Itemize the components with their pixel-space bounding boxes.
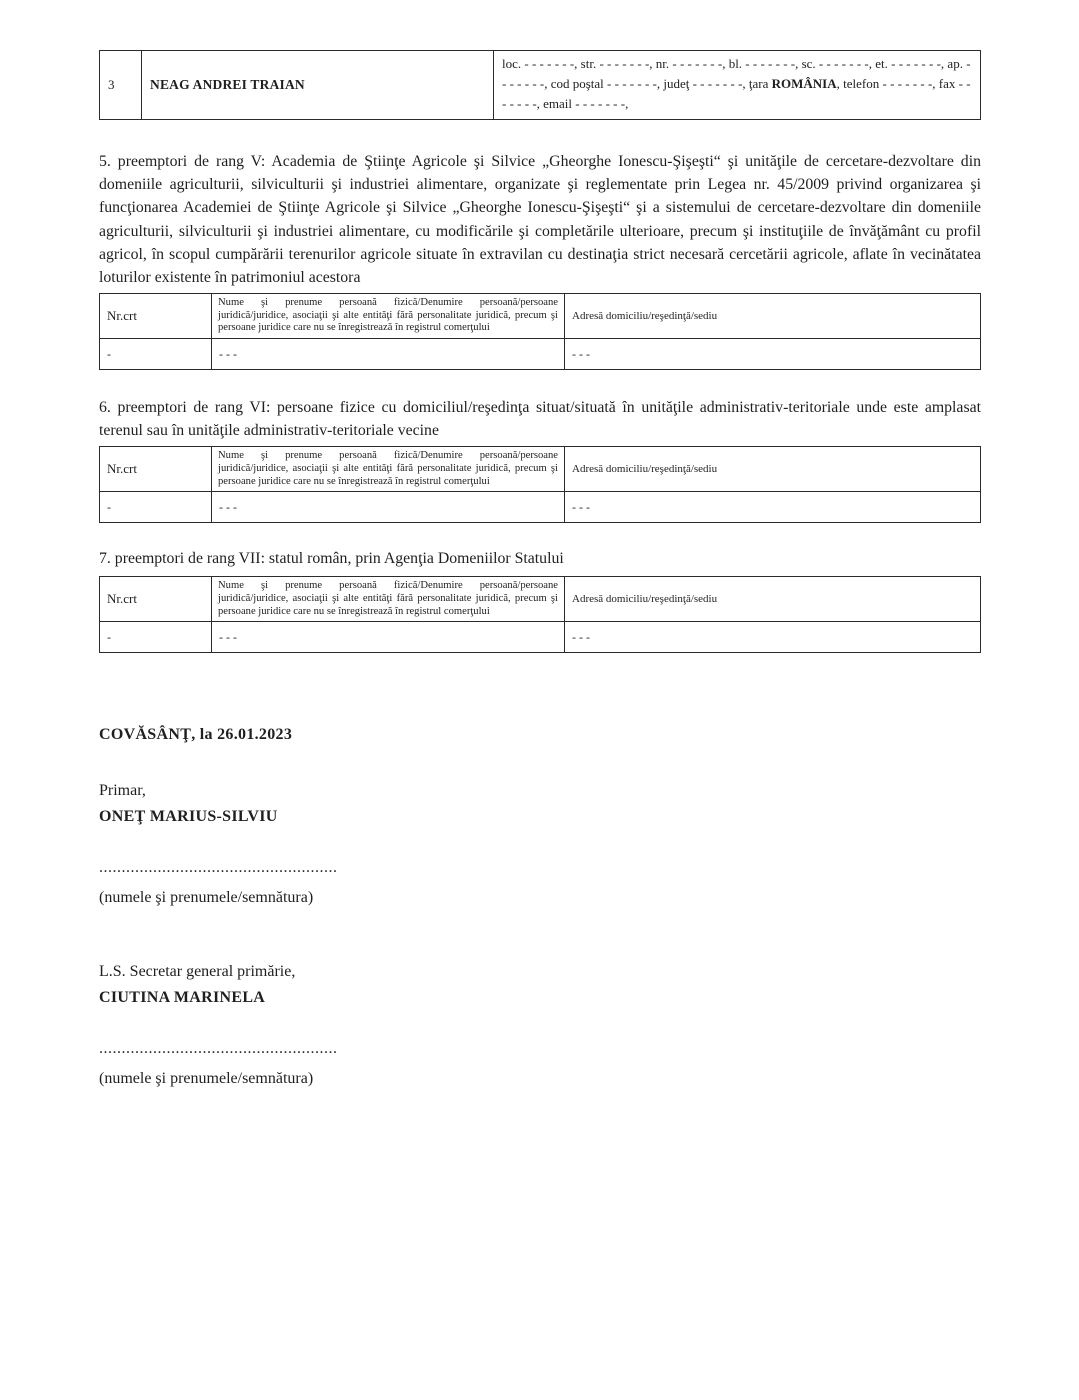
nr-value-cell: - xyxy=(100,622,212,653)
mayor-signature-line: ..................................................... xyxy=(99,859,338,877)
section7-paragraph: 7. preemptori de rang VII: statul român, prin Agenţia Domeniilor Statului xyxy=(99,550,564,568)
nr-value-cell: - xyxy=(100,339,212,370)
section6-paragraph: 6. preemptori de rang VI: persoane fizice cu domiciliul/reşedinţa situat/situată în unităţile administrativ-teritoriale unde este amplasat terenul sau în unităţile administrativ-teritoriale vecine xyxy=(99,399,981,440)
secretary-role-label: L.S. Secretar general primărie, xyxy=(99,963,296,981)
header-name-cell: Nume şi prenume persoană fizică/Denumire persoană/persoane juridică/juridice, asociaţii şi alte entităţi fără personalitate juridică, precum şi persoane juridice care nu se înregistrează în registrul comerţului xyxy=(212,294,565,339)
secretary-name: CIUTINA MARINELA xyxy=(99,989,266,1007)
nr-value-cell: - xyxy=(100,492,212,523)
header-address-cell: Adresă domiciliu/reşedinţă/sediu xyxy=(565,294,981,339)
secretary-signature-hint: (numele şi prenumele/semnătura) xyxy=(99,1070,314,1088)
address-text: loc. - - - - - - -, str. - - - - - - -, nr. - - - - - - -, bl. - - - - - - -, sc. - - - - - - -, et. - - - - - - -, ap. - - - - - - -, cod poştal - - - - - - -, judeţ - - - - - - -, ţara xyxy=(502,56,971,91)
place-and-date: COVĂSÂNŢ, la 26.01.2023 xyxy=(99,726,293,744)
header-nr-cell: Nr.crt xyxy=(100,294,212,339)
row-number-cell: 3 xyxy=(100,51,142,120)
table-header-row xyxy=(100,447,981,492)
table-header-row xyxy=(100,577,981,622)
header-address-cell: Adresă domiciliu/reşedinţă/sediu xyxy=(565,577,981,622)
preemptor-continuation-table xyxy=(99,50,981,120)
table-header-row xyxy=(100,294,981,339)
header-address-cell: Adresă domiciliu/reşedinţă/sediu xyxy=(565,447,981,492)
section5-table xyxy=(99,293,981,370)
mayor-name: ONEŢ MARIUS-SILVIU xyxy=(99,808,278,826)
table-row xyxy=(100,339,981,370)
header-name-cell: Nume şi prenume persoană fizică/Denumire persoană/persoane juridică/juridice, asociaţii şi alte entităţi fără personalitate juridică, precum şi persoane juridice care nu se înregistrează în registrul comerţului xyxy=(212,447,565,492)
header-nr-cell: Nr.crt xyxy=(100,577,212,622)
section6-table xyxy=(99,446,981,523)
table-row xyxy=(100,51,981,120)
address-value-cell: - - - xyxy=(565,492,981,523)
name-value-cell: - - - xyxy=(212,622,565,653)
address-value-cell: - - - xyxy=(565,339,981,370)
preemptor-address-cell xyxy=(494,51,981,120)
name-value-cell: - - - xyxy=(212,339,565,370)
closing-block xyxy=(99,722,981,1092)
table-row xyxy=(100,622,981,653)
section7-table xyxy=(99,576,981,653)
secretary-signature-line: ..................................................... xyxy=(99,1040,338,1058)
address-value-cell: - - - xyxy=(565,622,981,653)
address-text-suffix: , telefon - - - - - - -, fax - - - - - - -, email - - - - - - -, xyxy=(502,76,971,111)
table-row xyxy=(100,492,981,523)
header-nr-cell: Nr.crt xyxy=(100,447,212,492)
preemptor-name-cell: NEAG ANDREI TRAIAN xyxy=(142,51,494,120)
mayor-signature-hint: (numele şi prenumele/semnătura) xyxy=(99,889,314,907)
header-name-cell: Nume şi prenume persoană fizică/Denumire persoană/persoane juridică/juridice, asociaţii şi alte entităţi fără personalitate juridică, precum şi persoane juridice care nu se înregistrează în registrul comerţului xyxy=(212,577,565,622)
mayor-role-label: Primar, xyxy=(99,782,146,800)
section5-paragraph: 5. preemptori de rang V: Academia de Ştiinţe Agricole şi Silvice „Gheorghe Ionescu-Şişeşti“ şi unităţile de cercetare-dezvoltare din domeniile agriculturii, silviculturii şi industriei alimentare, organizate şi reglementate prin Legea nr. 45/2009 privind organizarea şi funcţionarea Academiei de Ştiinţe Agricole şi Silvice „Gheorghe Ionescu-Şişeşti“ şi a sistemului de cercetare-dezvoltare din domeniile agriculturii, silviculturii şi industriei alimentare, cu modificările şi completările ulterioare, precum şi instituţiile de învăţământ cu profil agricol, în scopul cumpărării terenurilor agricole situate în extravilan cu destinaţia strict necesară cercetării agricole, aflate în vecinătatea loturilor existente în patrimoniul acestora xyxy=(99,153,981,287)
name-value-cell: - - - xyxy=(212,492,565,523)
country-name: ROMÂNIA xyxy=(771,76,837,91)
